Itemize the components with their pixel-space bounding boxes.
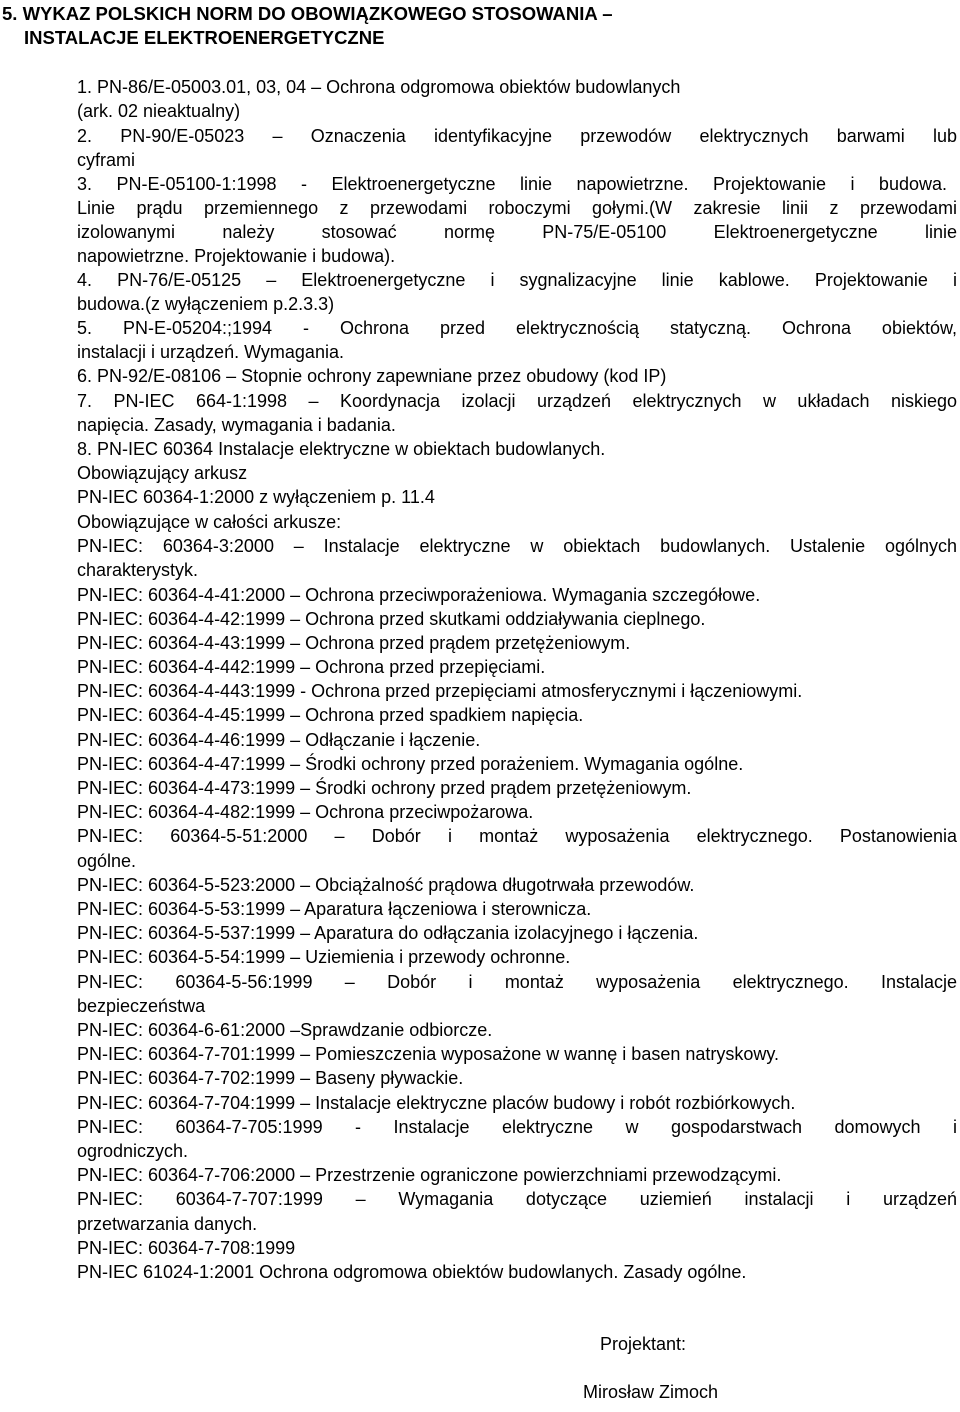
list-item-1-line-1: 1. PN-86/E-05003.01, 03, 04 – Ochrona odgromowa obiektów budowlanych [77,77,681,97]
standard-entry: PN-IEC: 60364-5-537:1999 – Aparatura do odłączania izolacyjnego i łączenia. [77,923,699,943]
standard-entry: PN-IEC: 60364-7-704:1999 – Instalacje elektryczne placów budowy i robót rozbiórkowych. [77,1093,796,1113]
list-item-2-line-1: 2. PN-90/E-05023 – Oznaczenia identyfikacyjne przewodów elektrycznych barwami lub [77,126,957,146]
section-heading-line-2: INSTALACJE ELEKTROENERGETYCZNE [24,27,385,48]
list-item-1-line-2: (ark. 02 nieaktualny) [77,101,241,121]
list-item-5-line-1: 5. PN-E-05204:;1994 - Ochrona przed elektrycznością statyczną. Ochrona obiektów, [77,318,957,338]
standard-entry: PN-IEC: 60364-4-473:1999 – Środki ochrony przed prądem przetężeniowym. [77,778,692,798]
standard-entry: PN-IEC: 60364-7-702:1999 – Baseny pływackie. [77,1068,464,1088]
standard-entry: PN-IEC: 60364-4-443:1999 - Ochrona przed przepięciami atmosferycznymi i łączeniowymi. [77,681,803,701]
standard-entry: PN-IEC: 60364-5-54:1999 – Uziemienia i przewody ochronne. [77,947,571,967]
section-heading-line-1: 5. WYKAZ POLSKICH NORM DO OBOWIĄZKOWEGO STOSOWANIA – [2,3,613,24]
standard-entry: PN-IEC: 60364-5-56:1999 – Dobór i montaż wyposażenia elektrycznego. Instalacje [77,972,957,992]
standard-entry-continuation: ogólne. [77,851,137,871]
list-item-3-line-1: 3. PN-E-05100-1:1998 - Elektroenergetyczne linie napowietrzne. Projektowanie i budowa. [77,174,947,194]
standard-entry: PN-IEC: 60364-4-46:1999 – Odłączanie i łączenie. [77,730,481,750]
standard-entry: PN-IEC: 60364-4-482:1999 – Ochrona przeciwpożarowa. [77,802,534,822]
standard-entry: PN-IEC: 60364-7-705:1999 - Instalacje elektryczne w gospodarstwach domowych i [77,1117,957,1137]
standard-entry: PN-IEC: 60364-6-61:2000 –Sprawdzanie odbiorcze. [77,1020,493,1040]
standard-entry: PN-IEC: 60364-7-708:1999 [77,1238,296,1258]
standard-entry-continuation: ogrodniczych. [77,1141,189,1161]
text-line: Obowiązujące w całości arkusze: [77,512,342,532]
standard-entry-continuation: bezpieczeństwa [77,996,206,1016]
text-line: Obowiązujący arkusz [77,463,248,483]
list-item-3-line-3: izolowanymi należy stosować normę PN-75/E-05100 Elektroenergetyczne linie [77,222,957,242]
standard-entry: PN-IEC: 60364-5-51:2000 – Dobór i montaż wyposażenia elektrycznego. Postanowienia [77,826,957,846]
list-item-4-line-1: 4. PN-76/E-05125 – Elektroenergetyczne i sygnalizacyjne linie kablowe. Projektowanie i [77,270,957,290]
list-item-3-line-2: Linie prądu przemiennego z przewodami roboczymi gołymi.(W zakresie linii z przewodami [77,198,957,218]
standard-entry: PN-IEC 61024-1:2001 Ochrona odgromowa obiektów budowlanych. Zasady ogólne. [77,1262,747,1282]
list-item-7-line-1: 7. PN-IEC 664-1:1998 – Koordynacja izolacji urządzeń elektrycznych w układach niskiego [77,391,957,411]
standard-entry: PN-IEC: 60364-3:2000 – Instalacje elektryczne w obiektach budowlanych. Ustalenie ogólnych [77,536,957,556]
standard-entry: PN-IEC: 60364-5-523:2000 – Obciążalność prądowa długotrwała przewodów. [77,875,695,895]
list-item-7-line-2: napięcia. Zasady, wymagania i badania. [77,415,396,435]
section-heading [2,2,952,50]
standard-entry: PN-IEC: 60364-4-41:2000 – Ochrona przeciwporażeniowa. Wymagania szczegółowe. [77,585,761,605]
standard-entry: PN-IEC: 60364-4-45:1999 – Ochrona przed spadkiem napięcia. [77,705,584,725]
standard-entry: PN-IEC: 60364-4-47:1999 – Środki ochrony przed porażeniem. Wymagania ogólne. [77,754,744,774]
list-item-8: 8. PN-IEC 60364 Instalacje elektryczne w obiektach budowlanych. [77,439,606,459]
standard-entry-continuation: przetwarzania danych. [77,1214,258,1234]
standard-entry-continuation: charakterystyk. [77,560,199,580]
standard-entry: PN-IEC: 60364-4-42:1999 – Ochrona przed skutkami oddziaływania cieplnego. [77,609,706,629]
standard-entry: PN-IEC: 60364-7-707:1999 – Wymagania dotyczące uziemień instalacji i urządzeń [77,1189,957,1209]
list-item-3-line-4: napowietrzne. Projektowanie i budowa). [77,246,396,266]
standard-entry: PN-IEC: 60364-4-43:1999 – Ochrona przed prądem przetężeniowym. [77,633,631,653]
designer-name: Mirosław Zimoch [583,1382,719,1402]
list-item-5-line-2: instalacji i urządzeń. Wymagania. [77,342,344,362]
standard-entry: PN-IEC: 60364-7-701:1999 – Pomieszczenia wyposażone w wannę i basen natryskowy. [77,1044,780,1064]
list-item-4-line-2: budowa.(z wyłączeniem p.2.3.3) [77,294,335,314]
designer-label: Projektant: [600,1334,687,1354]
standard-entry: PN-IEC: 60364-4-442:1999 – Ochrona przed przepięciami. [77,657,546,677]
standard-entry: PN-IEC: 60364-5-53:1999 – Aparatura łączeniowa i sterownicza. [77,899,592,919]
list-item-2-line-2: cyframi [77,150,135,170]
standard-entry: PN-IEC: 60364-7-706:2000 – Przestrzenie ograniczone powierzchniami przewodzącymi. [77,1165,782,1185]
text-line: PN-IEC 60364-1:2000 z wyłączeniem p. 11.4 [77,487,435,507]
list-item-6: 6. PN-92/E-08106 – Stopnie ochrony zapewniane przez obudowy (kod IP) [77,366,667,386]
